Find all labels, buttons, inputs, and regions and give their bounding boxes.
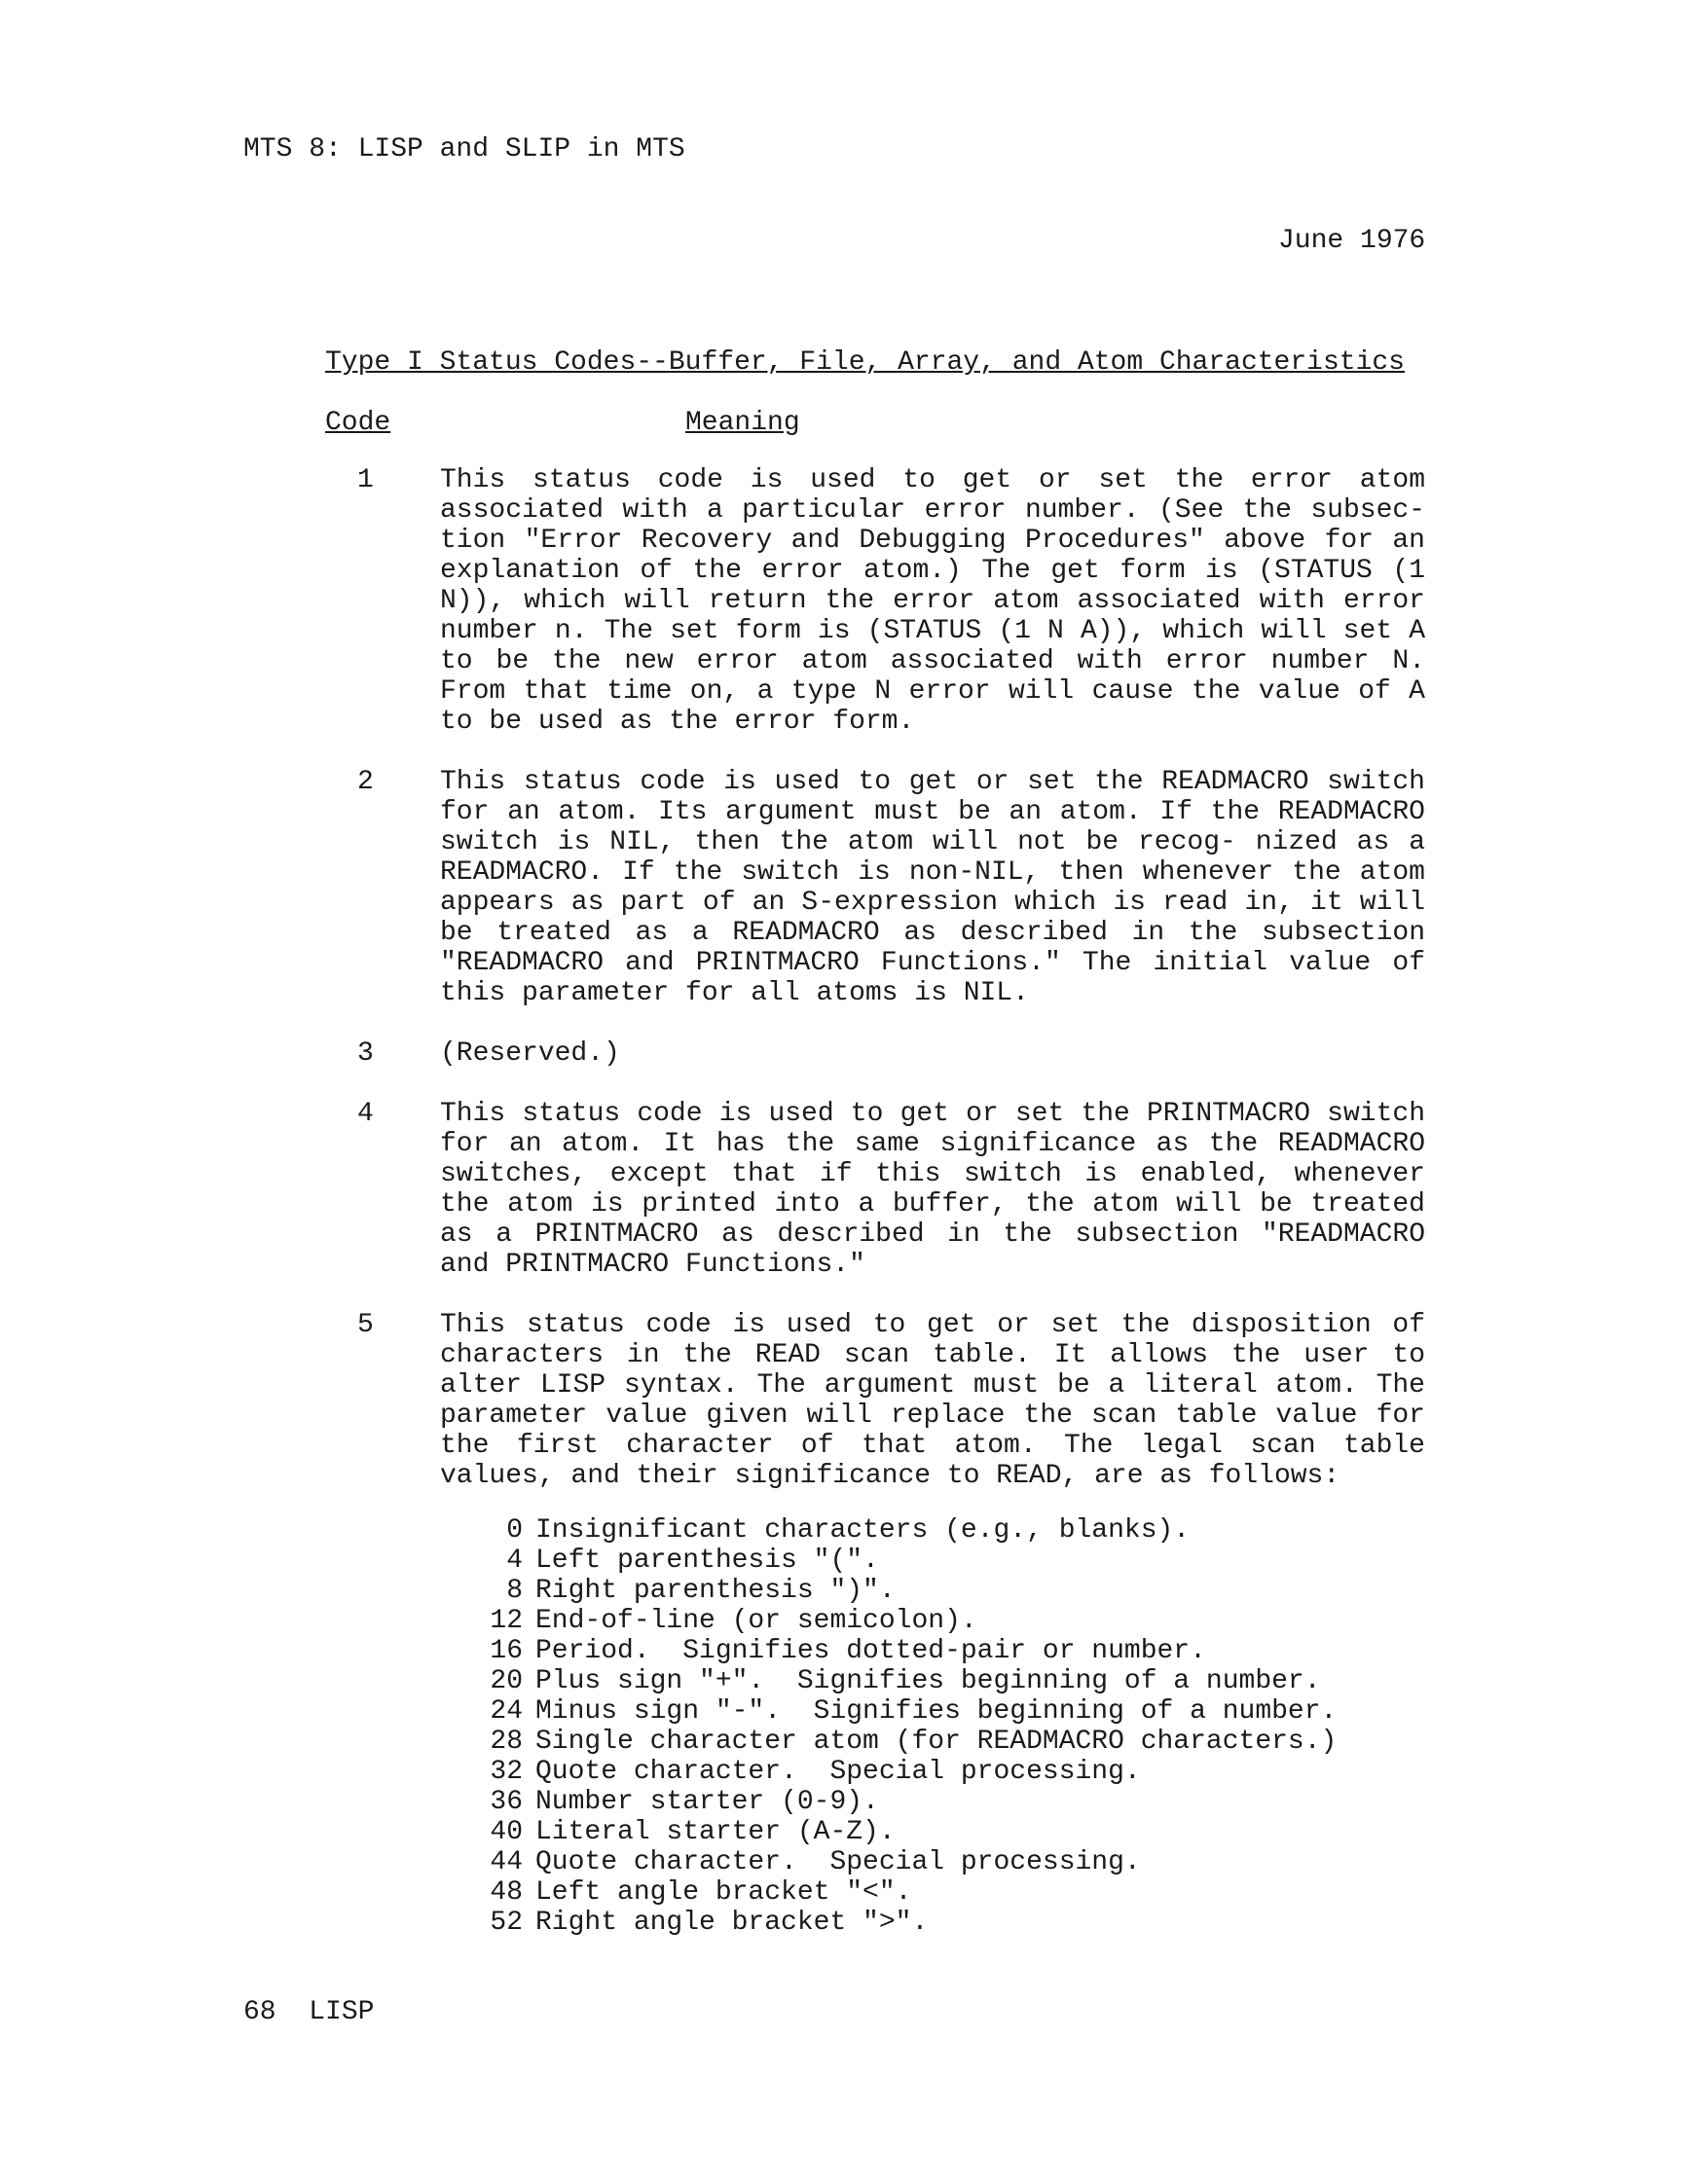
scan-table-row (467, 1847, 1337, 1877)
scan-value: 16 (490, 1636, 523, 1666)
status-code-number: 5 (357, 1310, 374, 1340)
scan-value: 0 (506, 1515, 523, 1546)
scan-table-row (467, 1817, 1337, 1847)
scan-table-row (467, 1727, 1337, 1757)
status-code-meaning: This status code is used to get or set the PRINTMACRO switch for an atom. It has the same significance as the READMACRO switches, except that if this switch is enabled, whenever the atom is printed into a buffer, the atom will be treated as a PRINTMACRO as described in the subsection "READMACRO and PRINTMACRO Functions." (440, 1099, 1425, 1280)
scan-description: Quote character. Special processing. (535, 1757, 1141, 1787)
scan-description: Period. Signifies dotted-pair or number. (535, 1636, 1206, 1666)
scan-description: End-of-line (or semicolon). (535, 1606, 977, 1636)
scan-description: Number starter (0-9). (535, 1787, 879, 1817)
scan-table-row (467, 1908, 1337, 1938)
status-code-entry (325, 1038, 1425, 1069)
status-code-meaning: This status code is used to get or set the error atom associated with a particular error number. (See the subsec- tion "Error Recovery and Debugging Procedures" above for an explanation of the error atom.) The get form is (STATUS (1 N)), which will return the error atom associated with error number n. The set form is (STATUS (1 N A)), which will set A to be the new error atom associated with error number N. From that time on, a type N error will cause the value of A to be used as the error form. (440, 465, 1425, 737)
scan-description: Quote character. Special processing. (535, 1847, 1141, 1877)
page-footer: 68 LISP (243, 1997, 375, 2027)
status-code-meaning: This status code is used to get or set the READMACRO switch for an atom. Its argument must be an atom. If the READMACRO switch is NIL, then the atom will not be recog- nized as a READMACRO. If the switch is non-NIL, then whenever the atom appears as part of an S-expression which is read in, it will be treated as a READMACRO as described in the subsection "READMACRO and PRINTMACRO Functions." The initial value of this parameter for all atoms is NIL. (440, 767, 1425, 1008)
scan-value: 52 (490, 1908, 523, 1938)
scan-table-row (467, 1546, 1337, 1576)
status-code-entry (325, 1310, 1425, 1491)
scan-table-row (467, 1636, 1337, 1666)
section-title: Type I Status Codes--Buffer, File, Array, and Atom Characteristics (325, 347, 1405, 378)
status-code-entry (325, 1099, 1425, 1280)
scan-value: 32 (490, 1757, 523, 1787)
scan-table-row (467, 1515, 1337, 1546)
scan-value: 12 (490, 1606, 523, 1636)
scan-value: 36 (490, 1787, 523, 1817)
scan-table-row (467, 1877, 1337, 1908)
scan-description: Right parenthesis ")". (535, 1576, 896, 1606)
scan-description: Insignificant characters (e.g., blanks). (535, 1515, 1191, 1546)
column-header-code: Code (325, 408, 391, 438)
scan-description: Right angle bracket ">". (535, 1908, 929, 1938)
status-code-number: 3 (357, 1038, 374, 1069)
scan-description: Plus sign "+". Signifies beginning of a number. (535, 1666, 1321, 1696)
scan-value: 28 (490, 1727, 523, 1757)
scan-value: 40 (490, 1817, 523, 1847)
scan-table-values (467, 1515, 1337, 1938)
scan-value: 24 (490, 1696, 523, 1727)
scan-value: 44 (490, 1847, 523, 1877)
scan-value: 20 (490, 1666, 523, 1696)
scan-table-row (467, 1666, 1337, 1696)
column-header-meaning: Meaning (685, 408, 800, 438)
scan-table-row (467, 1757, 1337, 1787)
scan-table-row (467, 1576, 1337, 1606)
scan-value: 4 (506, 1546, 523, 1576)
scan-description: Left angle bracket "<". (535, 1877, 912, 1908)
status-code-number: 4 (357, 1099, 374, 1129)
status-code-meaning: This status code is used to get or set the disposition of characters in the READ scan table. It allows the user to alter LISP syntax. The argument must be a literal atom. The parameter value given will replace the scan table value for the first character of that atom. The legal scan table values, and their significance to READ, are as follows: (440, 1310, 1425, 1491)
status-code-meaning: (Reserved.) (440, 1038, 620, 1069)
scan-value: 8 (506, 1576, 523, 1606)
scan-table-row (467, 1606, 1337, 1636)
scan-description: Minus sign "-". Signifies beginning of a number. (535, 1696, 1338, 1727)
scan-description: Single character atom (for READMACRO characters.) (535, 1727, 1338, 1757)
scan-value: 48 (490, 1877, 523, 1908)
scan-table-row (467, 1787, 1337, 1817)
publication-date: June 1976 (1278, 226, 1426, 256)
scan-description: Left parenthesis "(". (535, 1546, 879, 1576)
status-code-list (325, 465, 1425, 1521)
running-head: MTS 8: LISP and SLIP in MTS (243, 134, 685, 164)
scan-description: Literal starter (A-Z). (535, 1817, 896, 1847)
scan-table-row (467, 1696, 1337, 1727)
status-code-entry (325, 767, 1425, 1008)
status-code-number: 2 (357, 767, 374, 797)
status-code-entry (325, 465, 1425, 737)
status-code-number: 1 (357, 465, 374, 495)
